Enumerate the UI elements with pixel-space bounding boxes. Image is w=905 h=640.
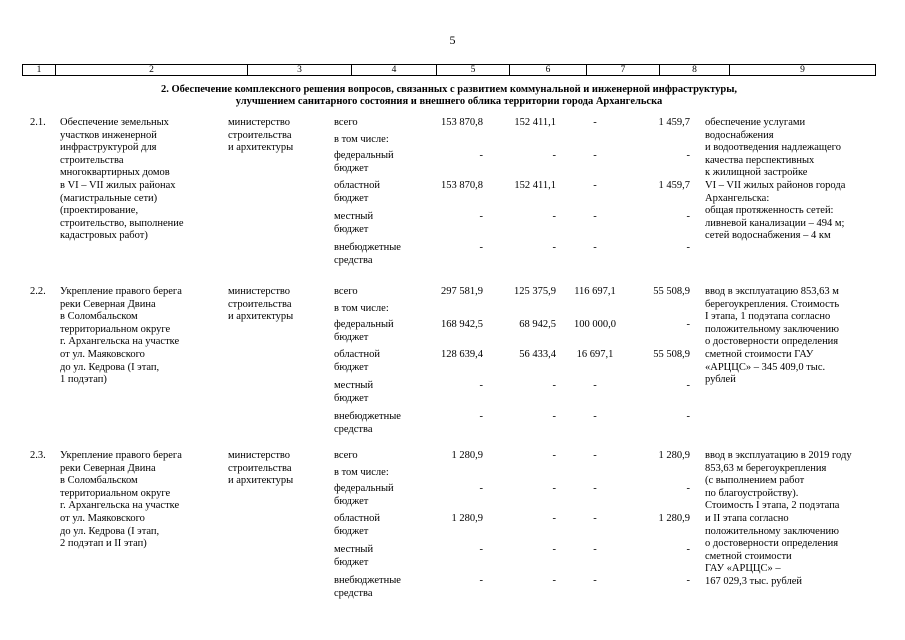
- value-year-1: -: [552, 411, 556, 422]
- value-year-1: 125 375,9: [514, 286, 556, 297]
- value-year-3: -: [686, 411, 690, 422]
- value-year-2: -: [593, 180, 597, 191]
- row-number: 2.3.: [30, 450, 46, 461]
- funding-source-label: внебюджетные средства: [334, 242, 401, 266]
- value-total: -: [479, 544, 483, 555]
- funding-source-label: местный бюджет: [334, 380, 374, 404]
- value-year-1: 68 942,5: [519, 319, 556, 330]
- value-total: -: [479, 575, 483, 586]
- value-total: 168 942,5: [441, 319, 483, 330]
- value-year-3: -: [686, 380, 690, 391]
- column-number: 7: [587, 65, 660, 75]
- value-year-2: -: [593, 117, 597, 128]
- funding-source-label: федеральный бюджет: [334, 483, 394, 507]
- column-number: 9: [800, 65, 805, 75]
- activity-name: Укрепление правого берега реки Северная Двина в Соломбальском территориальном округе г. Архангельска на участке от ул. Маяковского до ул. Кедрова (I этап, 1 подэтап): [60, 286, 182, 386]
- value-year-1: 152 411,1: [514, 117, 556, 128]
- expected-result: обеспечение услугами водоснабжения и водоотведения надлежащего качества перспективных к жилищной застройке VI – VII жилых районов города Архангельска: общая протяженность сетей: ливневой канализации – 494 м; сетей водоснабжения – 4 км: [705, 117, 846, 242]
- value-total: 153 870,8: [441, 180, 483, 191]
- section-title: [22, 84, 876, 108]
- value-year-2: -: [593, 575, 597, 586]
- value-total: -: [479, 380, 483, 391]
- executor: министерство строительства и архитектуры: [228, 286, 294, 323]
- value-year-3: -: [686, 242, 690, 253]
- value-total: -: [479, 150, 483, 161]
- executor: министерство строительства и архитектуры: [228, 117, 294, 154]
- value-year-1: -: [552, 211, 556, 222]
- funding-source-label: в том числе:: [334, 303, 389, 314]
- funding-source-label: областной бюджет: [334, 513, 380, 537]
- funding-source-label: в том числе:: [334, 467, 389, 478]
- value-year-1: 152 411,1: [514, 180, 556, 191]
- value-year-1: -: [552, 483, 556, 494]
- value-year-3: 1 459,7: [658, 117, 690, 128]
- value-year-3: -: [686, 150, 690, 161]
- value-total: -: [479, 211, 483, 222]
- value-year-2: -: [593, 544, 597, 555]
- value-year-1: -: [552, 544, 556, 555]
- column-number: 4: [352, 65, 437, 75]
- funding-source-label: областной бюджет: [334, 180, 380, 204]
- value-year-3: -: [686, 544, 690, 555]
- executor: министерство строительства и архитектуры: [228, 450, 294, 487]
- value-total: 1 280,9: [451, 513, 483, 524]
- value-year-1: -: [552, 575, 556, 586]
- value-year-3: 1 280,9: [658, 513, 690, 524]
- value-year-1: -: [552, 450, 556, 461]
- value-total: 128 639,4: [441, 349, 483, 360]
- value-year-2: -: [593, 380, 597, 391]
- column-number: 8: [660, 65, 730, 75]
- funding-source-label: всего: [334, 286, 358, 297]
- funding-source-label: федеральный бюджет: [334, 150, 394, 174]
- funding-source-label: местный бюджет: [334, 211, 374, 235]
- activity-name: Обеспечение земельных участков инженерной инфраструктурой для строительства многоквартирных домов в VI – VII жилых районах (магистральные сети) (проектирование, строительство, выполнение кадастровых работ): [60, 117, 184, 242]
- value-total: 153 870,8: [441, 117, 483, 128]
- value-year-3: 55 508,9: [653, 286, 690, 297]
- value-year-2: -: [593, 450, 597, 461]
- row-number: 2.2.: [30, 286, 46, 297]
- value-year-2: -: [593, 411, 597, 422]
- value-year-2: 116 697,1: [574, 286, 616, 297]
- value-year-2: -: [593, 150, 597, 161]
- funding-source-label: областной бюджет: [334, 349, 380, 373]
- funding-source-label: всего: [334, 117, 358, 128]
- expected-result: ввод в эксплуатацию 853,63 м берегоукрепления. Стоимость I этапа, 1 подэтапа согласно положительному заключению о достоверности определения сметной стоимости ГАУ «АРЦЦС» – 345 409,0 тыс. рублей: [705, 286, 840, 386]
- value-year-2: 16 697,1: [576, 349, 614, 360]
- column-number: 3: [248, 65, 352, 75]
- value-year-2: -: [593, 513, 597, 524]
- value-year-2: -: [593, 211, 597, 222]
- page-number: 5: [449, 33, 456, 47]
- funding-source-label: внебюджетные средства: [334, 575, 401, 599]
- value-year-3: 1 459,7: [658, 180, 690, 191]
- value-year-1: -: [552, 380, 556, 391]
- row-number: 2.1.: [30, 117, 46, 128]
- funding-source-label: местный бюджет: [334, 544, 374, 568]
- value-total: -: [479, 411, 483, 422]
- column-number: 1: [23, 65, 56, 75]
- expected-result: ввод в эксплуатацию в 2019 году 853,63 м берегоукрепления (с выполнением работ по благоустройству). Стоимость I этапа, 2 подэтапа и II этапа согласно положительному заключению о достоверности определения сметной стоимости ГАУ «АРЦЦС» – 167 029,3 тыс. рублей: [705, 450, 852, 587]
- value-year-3: -: [686, 211, 690, 222]
- value-year-3: -: [686, 575, 690, 586]
- section-title-line: улучшением санитарного состояния и внешнего облика территории города Архангельска: [235, 96, 663, 107]
- section-title-line: 2. Обеспечение комплексного решения вопросов, связанных с развитием коммунальной и инженерной инфраструктуры,: [160, 84, 738, 95]
- value-year-1: 56 433,4: [519, 349, 556, 360]
- value-total: 297 581,9: [441, 286, 483, 297]
- funding-source-label: всего: [334, 450, 358, 461]
- value-year-3: 1 280,9: [658, 450, 690, 461]
- funding-source-label: внебюджетные средства: [334, 411, 401, 435]
- value-year-2: 100 000,0: [574, 319, 616, 330]
- value-year-1: -: [552, 513, 556, 524]
- value-year-3: -: [686, 319, 690, 330]
- value-year-3: 55 508,9: [653, 349, 690, 360]
- column-number: 5: [437, 65, 510, 75]
- value-year-2: -: [593, 242, 597, 253]
- activity-name: Укрепление правого берега реки Северная Двина в Соломбальском территориальном округе г. Архангельска на участке от ул. Маяковского до ул. Кедрова (I этап, 2 подэтап и II этап): [60, 450, 182, 550]
- value-year-2: -: [593, 483, 597, 494]
- column-number: 6: [510, 65, 587, 75]
- value-total: -: [479, 242, 483, 253]
- funding-source-label: федеральный бюджет: [334, 319, 394, 343]
- value-year-1: -: [552, 242, 556, 253]
- value-year-3: -: [686, 483, 690, 494]
- column-number: 2: [56, 65, 248, 75]
- column-number-header: [22, 64, 876, 76]
- value-year-1: -: [552, 150, 556, 161]
- value-total: 1 280,9: [451, 450, 483, 461]
- value-total: -: [479, 483, 483, 494]
- funding-source-label: в том числе:: [334, 134, 389, 145]
